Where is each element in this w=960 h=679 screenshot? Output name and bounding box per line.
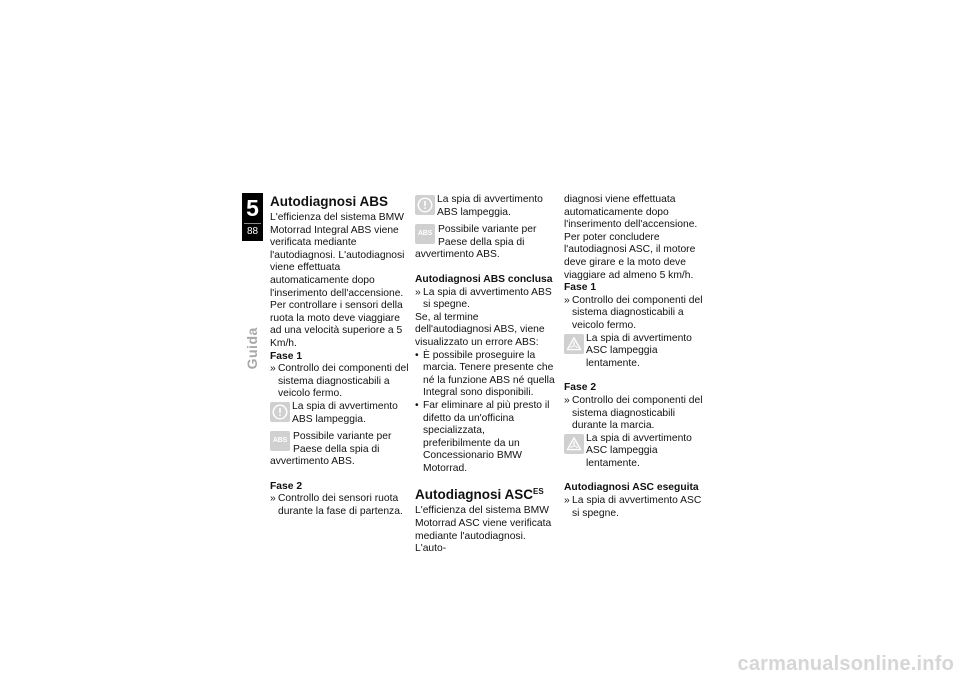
asc-phase2-list <box>564 395 704 433</box>
abs-indicator-icon <box>270 431 290 451</box>
asc-intro-text-a: L'efficienza del sistema BMW Motorrad ASC viene verificata mediante l'autodiagnosi. L'auto- <box>415 505 552 555</box>
chapter-number: 5 <box>246 195 259 221</box>
asc-phase2-warning-row <box>564 433 704 471</box>
abs-icon-text: ABS <box>417 229 433 237</box>
abs-phase2-variant-text: Possibile variante per Paese della spia di avvertimento ABS. <box>415 224 537 261</box>
list-item: » Controllo dei componenti del sistema diagnosticabili a veicolo fermo. <box>270 363 410 401</box>
abs-done-heading: Autodiagnosi ABS conclusa <box>415 273 553 285</box>
chapter-divider <box>244 223 261 224</box>
asc-phase1-warning-row <box>564 333 704 371</box>
abs-phase2-variant-row <box>415 224 555 262</box>
asc-phase2-heading: Fase 2 <box>564 382 597 394</box>
asc-heading-text: Autodiagnosi ASC <box>415 487 533 503</box>
abs-done-text: Se, al termine dell'autodiagnosi ABS, viene visualizzato un errore ABS: <box>415 311 545 348</box>
list-item: » Controllo dei componenti del sistema diagnosticabili durante la marcia. <box>564 395 704 433</box>
abs-phase2-warning-text: La spia di avvertimento ABS lampeggia. <box>437 194 543 218</box>
asc-phase1-list <box>564 295 704 333</box>
abs-phase1-heading: Fase 1 <box>270 350 303 362</box>
watermark: carmanualsonline.info <box>737 653 954 676</box>
list-item: » La spia di avvertimento ASC si spegne. <box>564 495 704 520</box>
column-2 <box>415 194 555 556</box>
list-item: » La spia di avvertimento ABS si spegne. <box>415 287 555 312</box>
asc-phase2-warning-text: La spia di avvertimento ASC lampeggia lentamente. <box>586 432 692 469</box>
abs-phase1-variant-text: Possibile variante per Paese della spia di avvertimento ABS. <box>270 431 392 468</box>
asc-self-diagnosis-heading <box>415 487 555 503</box>
asc-done-list <box>564 495 704 520</box>
asc-warning-light-icon <box>564 434 584 454</box>
asc-phase1-warning-text: La spia di avvertimento ASC lampeggia lentamente. <box>586 332 692 369</box>
asc-phase1-heading: Fase 1 <box>564 282 597 294</box>
asc-warning-light-icon <box>564 334 584 354</box>
abs-intro-text: L'efficienza del sistema BMW Motorrad Integral ABS viene verificata mediante l'autodiagnosi. L'autodiagnosi viene effettuata automaticamente dopo l'inserimento dell'accensione. Per controllare i sensori della ruota la moto deve viaggiare ad una velocità superiore a 5 Km/h. <box>270 212 405 349</box>
list-item: • Far eliminare al più presto il difetto da un'officina specializzata, preferibilmente da un Concessionario BMW Motorrad. <box>415 400 555 476</box>
abs-phase1-warning-text: La spia di avvertimento ABS lampeggia. <box>292 400 398 425</box>
abs-phase1-warning-row <box>270 401 410 426</box>
abs-self-diagnosis-heading: Autodiagnosi ABS <box>270 194 388 209</box>
abs-indicator-icon <box>415 224 435 244</box>
abs-phase1-list <box>270 363 410 401</box>
chapter-label <box>242 318 262 378</box>
chapter-tab <box>242 193 263 241</box>
column-1 <box>270 194 410 519</box>
list-item: » Controllo dei sensori ruota durante la fase di partenza. <box>270 493 410 518</box>
abs-phase2-warning-row <box>415 194 555 219</box>
abs-warning-light-icon <box>270 402 290 422</box>
asc-heading-superscript: ES <box>533 487 544 497</box>
abs-phase1-variant-row <box>270 431 410 469</box>
abs-phase2-list <box>270 493 410 518</box>
page-number: 88 <box>246 226 259 237</box>
abs-phase2-heading: Fase 2 <box>270 480 303 492</box>
list-item: » Controllo dei componenti del sistema diagnosticabili a veicolo fermo. <box>564 295 704 333</box>
abs-done-bullets <box>415 350 555 476</box>
chapter-label-text: Guida <box>243 326 260 370</box>
asc-intro-text-b: diagnosi viene effettuata automaticamente dopo l'inserimento dell'accensione. Per poter concludere l'autodiagnosi ASC, il motore deve girare e la moto deve viaggiare ad almeno 5 km/h. <box>564 194 698 281</box>
list-item: • È possibile proseguire la marcia. Tenere presente che né la funzione ABS né quella Integral sono disponibili. <box>415 350 555 400</box>
abs-icon-text: ABS <box>272 436 288 444</box>
column-3 <box>564 194 704 520</box>
abs-warning-light-icon <box>415 195 435 215</box>
abs-done-list <box>415 287 555 312</box>
asc-done-heading: Autodiagnosi ASC eseguita <box>564 482 699 494</box>
